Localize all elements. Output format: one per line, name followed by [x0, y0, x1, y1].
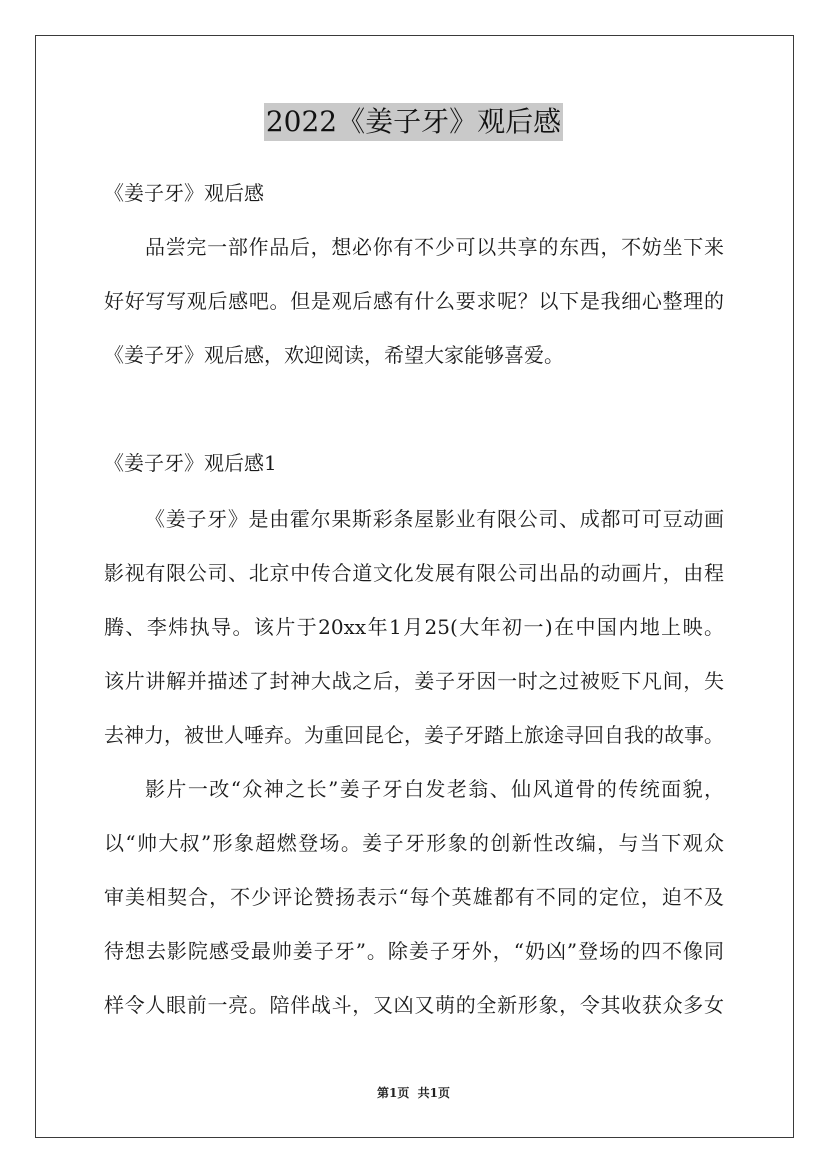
body-line: 《姜子牙》是由霍尔果斯彩条屋影业有限公司、成都可可豆动画: [145, 507, 724, 531]
title-container: [0, 103, 827, 141]
document-title: 2022《姜子牙》观后感: [264, 103, 563, 141]
intro-line: 《姜子牙》观后感，欢迎阅读，希望大家能够喜爱。: [104, 343, 564, 367]
intro-line: 好好写写观后感吧。但是观后感有什么要求呢？以下是我细心整理的: [104, 289, 724, 313]
intro-line: 品尝完一部作品后，想必你有不少可以共享的东西，不妨坐下来: [145, 235, 724, 259]
body-line: 以“帅大叔”形象超燃登场。姜子牙形象的创新性改编，与当下观众: [104, 831, 724, 855]
body-line: 影片一改“众神之长”姜子牙白发老翁、仙风道骨的传统面貌，: [145, 777, 724, 801]
body-line: 该片讲解并描述了封神大战之后，姜子牙因一时之过被贬下凡间，失: [104, 669, 724, 693]
page-number-footer: 第1页 共1页: [376, 1086, 451, 1100]
body-line: 审美相契合，不少评论赞扬表示“每个英雄都有不同的定位，迫不及: [104, 885, 724, 909]
section-heading: 《姜子牙》观后感1: [104, 451, 277, 475]
document-heading: 《姜子牙》观后感: [104, 181, 264, 205]
body-line: 影视有限公司、北京中传合道文化发展有限公司出品的动画片，由程: [104, 561, 724, 585]
body-line: 待想去影院感受最帅姜子牙”。除姜子牙外，“奶凶”登场的四不像同: [104, 939, 724, 963]
body-line: 腾、李炜执导。该片于20xx年1月25(大年初一)在中国内地上映。: [104, 615, 724, 639]
body-line: 样令人眼前一亮。陪伴战斗，又凶又萌的全新形象，令其收获众多女: [104, 993, 724, 1017]
body-line: 去神力，被世人唾弃。为重回昆仑，姜子牙踏上旅途寻回自我的故事。: [104, 723, 724, 747]
